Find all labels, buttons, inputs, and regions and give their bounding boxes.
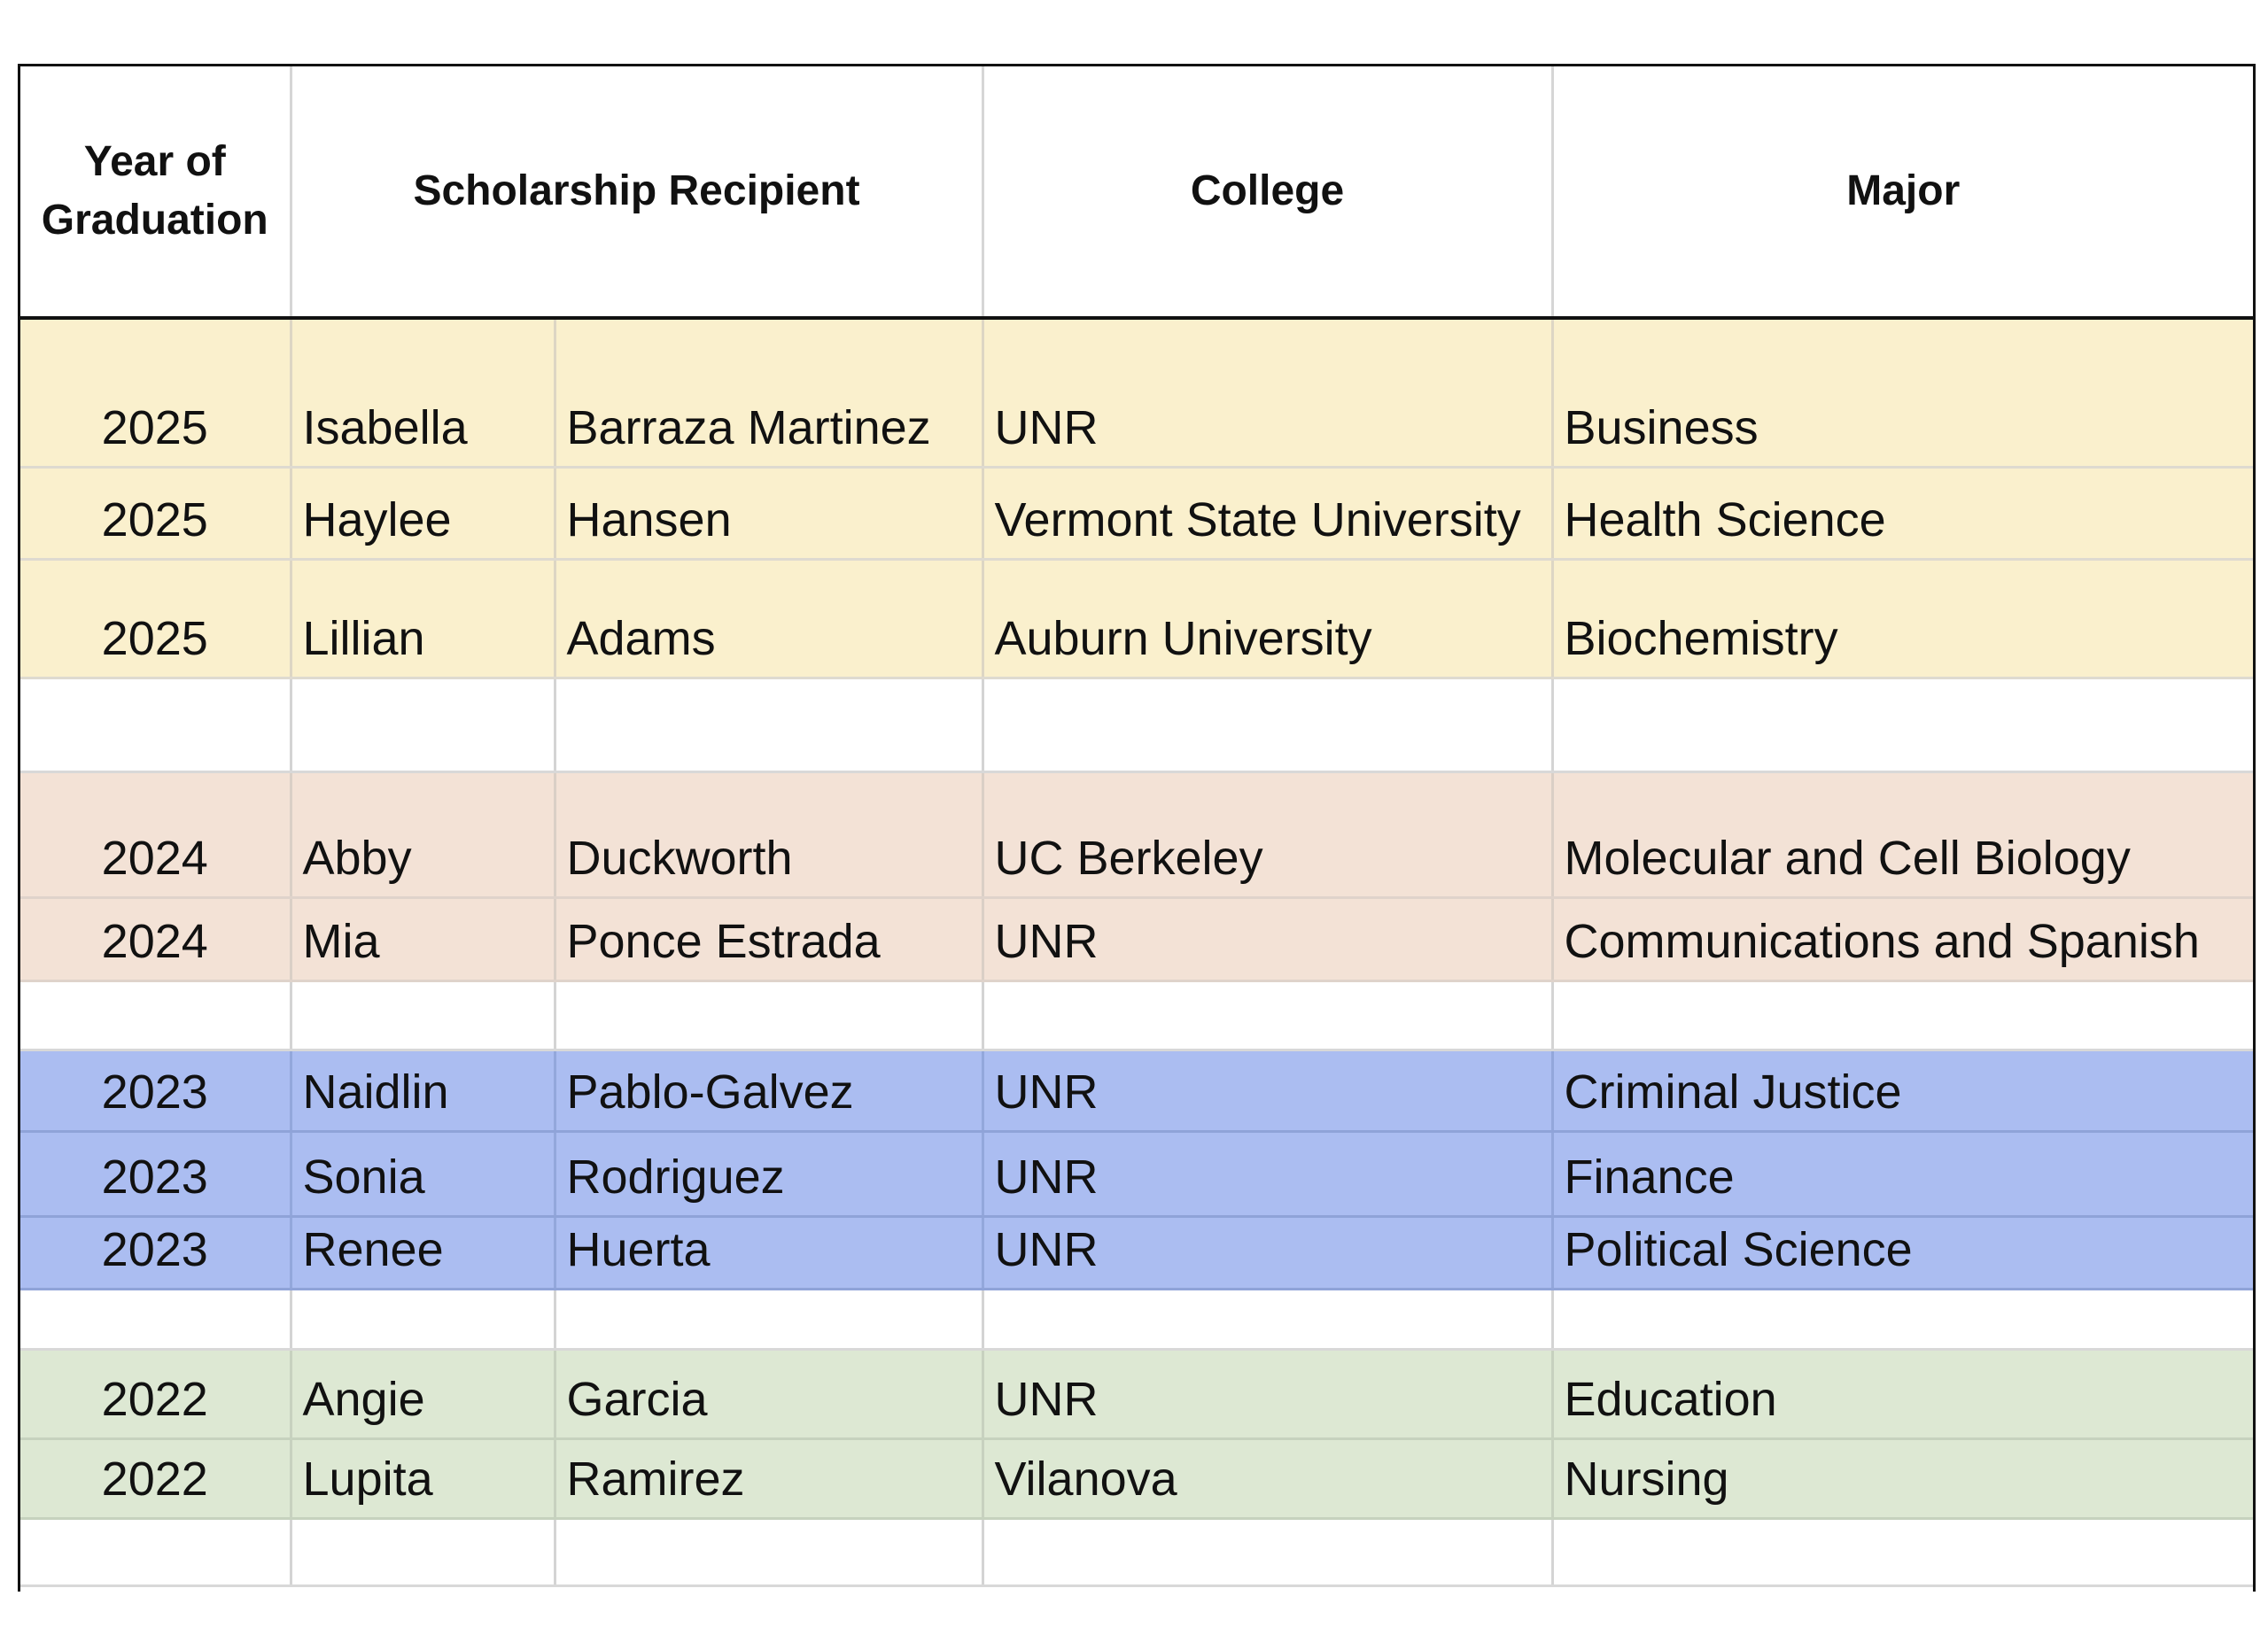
cell-year: 2022 (20, 1349, 291, 1438)
table-row (20, 1349, 2253, 1438)
table-row (20, 1050, 2253, 1131)
spacer-row (20, 678, 2253, 771)
scholarship-table (20, 66, 2253, 1587)
cell-major: Education (1552, 1349, 2253, 1438)
cell-college: UNR (983, 1050, 1552, 1131)
cell-college: UNR (983, 1349, 1552, 1438)
cell-major: Health Science (1552, 467, 2253, 559)
cell-last-name: Pablo-Galvez (555, 1050, 983, 1131)
cell-college: Vilanova (983, 1438, 1552, 1518)
cell-major: Finance (1552, 1131, 2253, 1216)
table-row (20, 897, 2253, 980)
cell-year: 2023 (20, 1131, 291, 1216)
cell-last-name: Duckworth (555, 771, 983, 897)
cell-college: UNR (983, 1216, 1552, 1289)
cell-year: 2025 (20, 467, 291, 559)
table-row (20, 1438, 2253, 1518)
header-row (20, 66, 2253, 318)
cell-year: 2022 (20, 1438, 291, 1518)
cell-college: Vermont State University (983, 467, 1552, 559)
cell-first-name: Sonia (291, 1131, 555, 1216)
cell-college: UNR (983, 1131, 1552, 1216)
table-row (20, 467, 2253, 559)
cell-last-name: Garcia (555, 1349, 983, 1438)
cell-year: 2025 (20, 318, 291, 467)
cell-first-name: Renee (291, 1216, 555, 1289)
cell-major: Molecular and Cell Biology (1552, 771, 2253, 897)
cell-major: Biochemistry (1552, 559, 2253, 678)
cell-first-name: Haylee (291, 467, 555, 559)
cell-first-name: Naidlin (291, 1050, 555, 1131)
cell-first-name: Isabella (291, 318, 555, 467)
header-year-of-graduation: Year of Graduation (20, 66, 291, 318)
cell-last-name: Ramirez (555, 1438, 983, 1518)
cell-first-name: Abby (291, 771, 555, 897)
cell-last-name: Huerta (555, 1216, 983, 1289)
cell-last-name: Adams (555, 559, 983, 678)
cell-college: UC Berkeley (983, 771, 1552, 897)
header-scholarship-recipient: Scholarship Recipient (291, 66, 983, 318)
cell-college: UNR (983, 318, 1552, 467)
cell-major: Business (1552, 318, 2253, 467)
cell-last-name: Rodriguez (555, 1131, 983, 1216)
cell-first-name: Lupita (291, 1438, 555, 1518)
cell-major: Political Science (1552, 1216, 2253, 1289)
table-row (20, 1216, 2253, 1289)
cell-year: 2024 (20, 897, 291, 980)
table-row (20, 771, 2253, 897)
cell-last-name: Ponce Estrada (555, 897, 983, 980)
spacer-row (20, 980, 2253, 1050)
cell-first-name: Angie (291, 1349, 555, 1438)
table-row (20, 559, 2253, 678)
cell-major: Communications and Spanish (1552, 897, 2253, 980)
cell-last-name: Barraza Martinez (555, 318, 983, 467)
header-major: Major (1552, 66, 2253, 318)
cell-college: UNR (983, 897, 1552, 980)
table-row (20, 1131, 2253, 1216)
cell-major: Criminal Justice (1552, 1050, 2253, 1131)
scholarship-table-sheet (18, 64, 2256, 1592)
cell-year: 2023 (20, 1216, 291, 1289)
cell-year: 2024 (20, 771, 291, 897)
cell-first-name: Mia (291, 897, 555, 980)
header-college: College (983, 66, 1552, 318)
cell-first-name: Lillian (291, 559, 555, 678)
spacer-row (20, 1518, 2253, 1585)
cell-last-name: Hansen (555, 467, 983, 559)
cell-major: Nursing (1552, 1438, 2253, 1518)
cell-year: 2025 (20, 559, 291, 678)
table-row (20, 318, 2253, 467)
cell-college: Auburn University (983, 559, 1552, 678)
cell-year: 2023 (20, 1050, 291, 1131)
spacer-row (20, 1289, 2253, 1349)
